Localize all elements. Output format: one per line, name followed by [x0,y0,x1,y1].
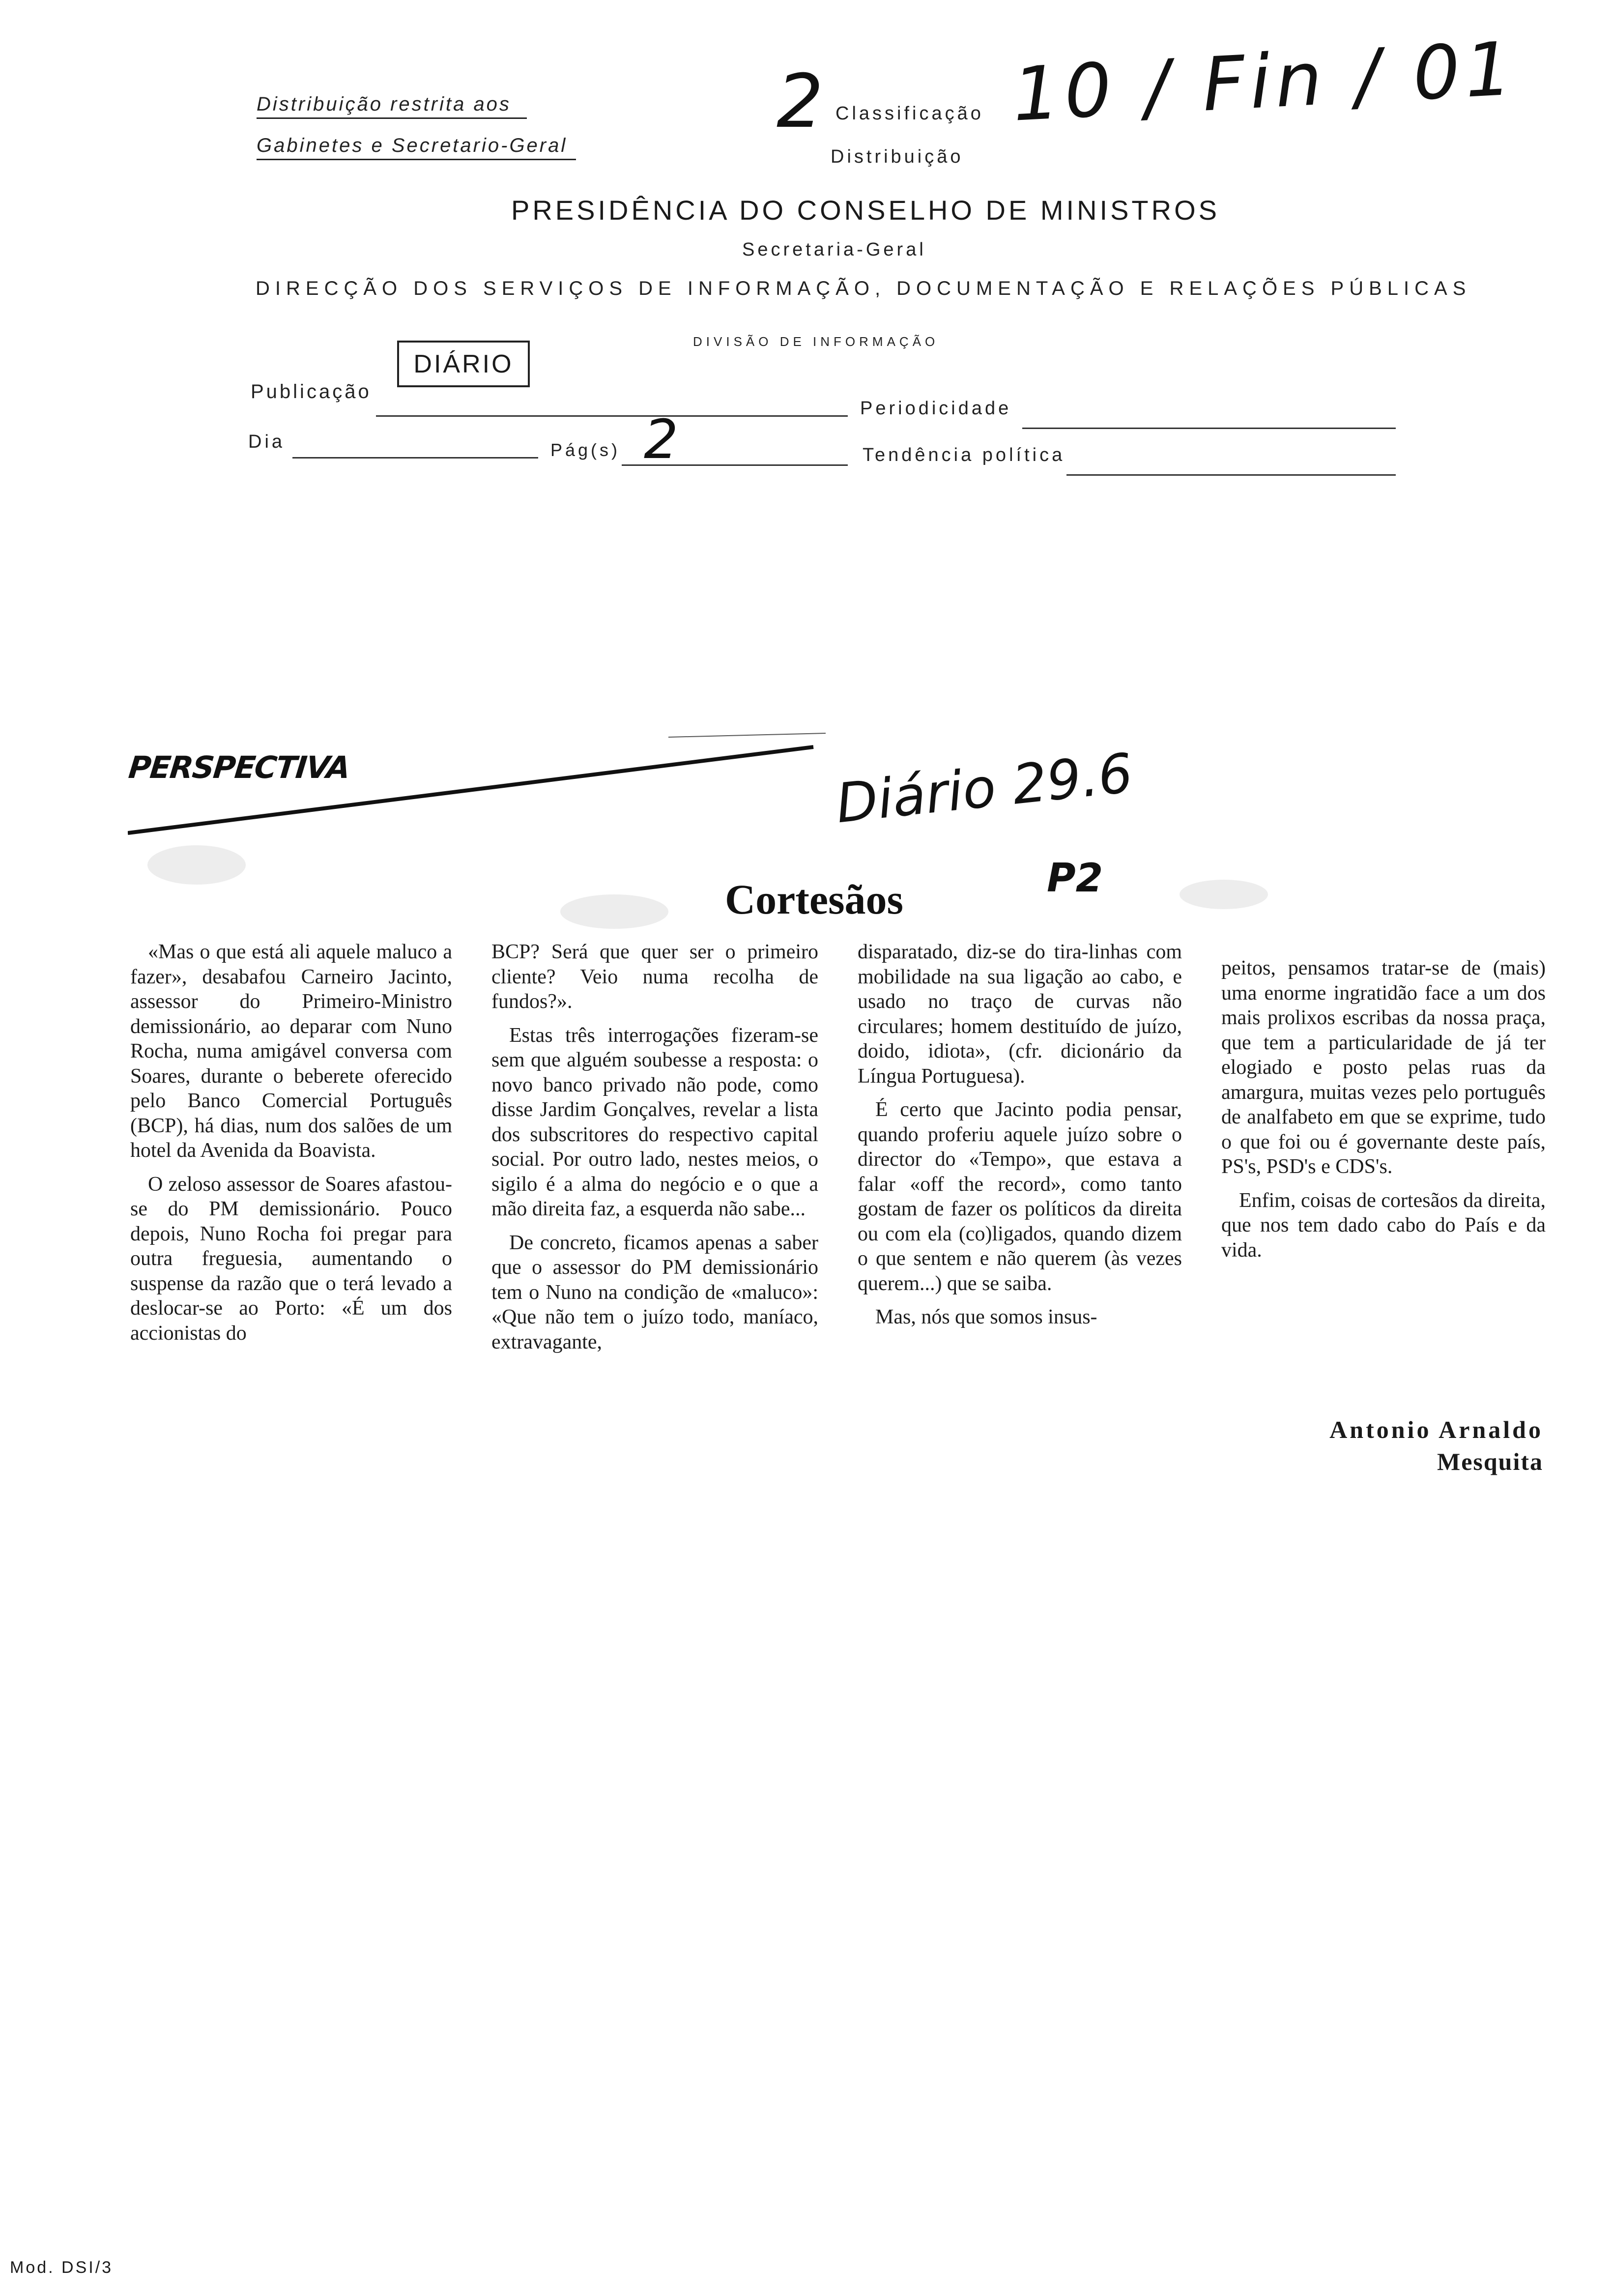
handwritten-reference: 10 / Fin / 01 [1010,26,1519,138]
article-title: Cortesãos [725,876,904,923]
classificacao-label: Classificação [835,103,984,124]
section-label: PERSPECTIVA [127,749,351,785]
article-column-1 [130,940,452,1346]
dia-label: Dia [248,431,286,452]
col4-paragraph-2: Enfim, coisas de cortesãos da direita, que nos tem dado cabo do País e da vida. [1221,1189,1546,1262]
col3-paragraph-2: É certo que Jacinto podia pensar, quando proferiu aquele juízo sobre o director do «Tempo», que estava a falar «off the record», como tanto gostam de fazer os políticos da direita ou com ela (co)ligados, quando dizem o que sentem e não querem (às vezes querem...) que se saiba. [858,1098,1182,1295]
author-name-line-1: Antonio Arnaldo [1329,1416,1543,1443]
periodicidade-field-line [1022,428,1396,429]
article-column-4 [1221,956,1546,1263]
org-title: PRESIDÊNCIA DO CONSELHO DE MINISTROS [511,195,1220,226]
dia-field-line [292,457,538,459]
form-code: Mod. DSI/3 [10,2258,114,2277]
restricted-distribution-line-1: Distribuição restrita aos [257,93,527,119]
publicacao-field-line [376,415,848,417]
org-subtitle: Secretaria-Geral [742,239,926,260]
tendencia-field-line [1066,474,1396,476]
restricted-distribution-line-2: Gabinetes e Secretario-Geral [257,135,576,160]
publicacao-value: DIÁRIO [413,349,514,378]
publicacao-stamp [397,341,530,387]
section-rule-thick [128,747,813,833]
section-rule [128,727,840,845]
handwritten-initials: P2 [1047,855,1103,901]
author-name-line-2: Mesquita [1437,1448,1543,1475]
periodicidade-label: Periodicidade [860,398,1012,419]
col3-paragraph-3: Mas, nós que somos insus- [875,1306,1097,1328]
direction-line: DIRECÇÃO DOS SERVIÇOS DE INFORMAÇÃO, DOCUMENTAÇÃO E RELAÇÕES PÚBLICAS [256,278,1471,299]
col2-paragraph-3: De concreto, ficamos apenas a saber que o assessor do PM demissionário tem o Nuno na condição de «maluco»: «Que não tem o juízo todo, maníaco, extravagante, [491,1231,818,1353]
handwritten-number: 2 [777,59,824,144]
col3-paragraph-1: disparatado, diz-se do tira-linhas com mobilidade na sua ligação ao cabo, e usado no traço de curvas não circulares; homem destituído de juízo, doido, idiota», (cfr. dicionário da Língua Portuguesa). [858,941,1182,1088]
pags-field-line [622,464,848,466]
publicacao-label: Publicação [251,381,372,402]
pags-value: 2 [644,408,678,471]
tendencia-label: Tendência política [863,445,1065,465]
col2-paragraph-1: BCP? Será que quer ser o primeiro cliente? Veio numa recolha de fundos?». [491,941,818,1013]
article-column-3 [858,940,1182,1330]
division-line: DIVISÃO DE INFORMAÇÃO [693,334,939,349]
col4-paragraph-1: peitos, pensamos tratar-se de (mais) uma enorme ingratidão face a um dos mais prolixos escribas da nossa praça, que tem a particularidade de já ter elogiado e posto pelas ruas da amargura, muitas vezes pelo português de analfabeto em que se exprime, tudo o que foi ou é governante deste país, PS's, PSD's e CDS's. [1221,957,1546,1178]
col1-paragraph-2: O zeloso assessor de Soares afastou-se do PM demissionário. Pouco depois, Nuno Rocha foi pregar para outra freguesia, aumentando o suspense da razão que o terá levado a deslocar-se ao Porto: «É um dos accionistas do [130,1173,452,1345]
pags-label: Pág(s) [550,440,621,460]
col2-paragraph-2: Estas três interrogações fizeram-se sem que alguém soubesse a resposta: o novo banco privado não pode, como disse Jardim Gonçalves, revelar a lista dos subscritores do respectivo capital social. Por outro lado, nestes meios, o sigilo é a alma do negócio e o que a mão direita faz, a esquerda não sabe... [491,1024,818,1220]
col1-paragraph-1: «Mas o que está ali aquele maluco a fazer», desabafou Carneiro Jacinto, assessor do Primeiro-Ministro demissionário, ao deparar com Nuno Rocha, numa amigável conversa com Soares, durante o beberete oferecido pelo Banco Comercial Português (BCP), há dias, num dos salões de um hotel da Avenida da Boavista. [130,941,452,1162]
distribuicao-label: Distribuição [831,146,964,167]
article-column-2 [491,940,818,1354]
handwritten-note: Diário 29.6 [833,741,1136,835]
section-rule-thin [668,733,826,737]
